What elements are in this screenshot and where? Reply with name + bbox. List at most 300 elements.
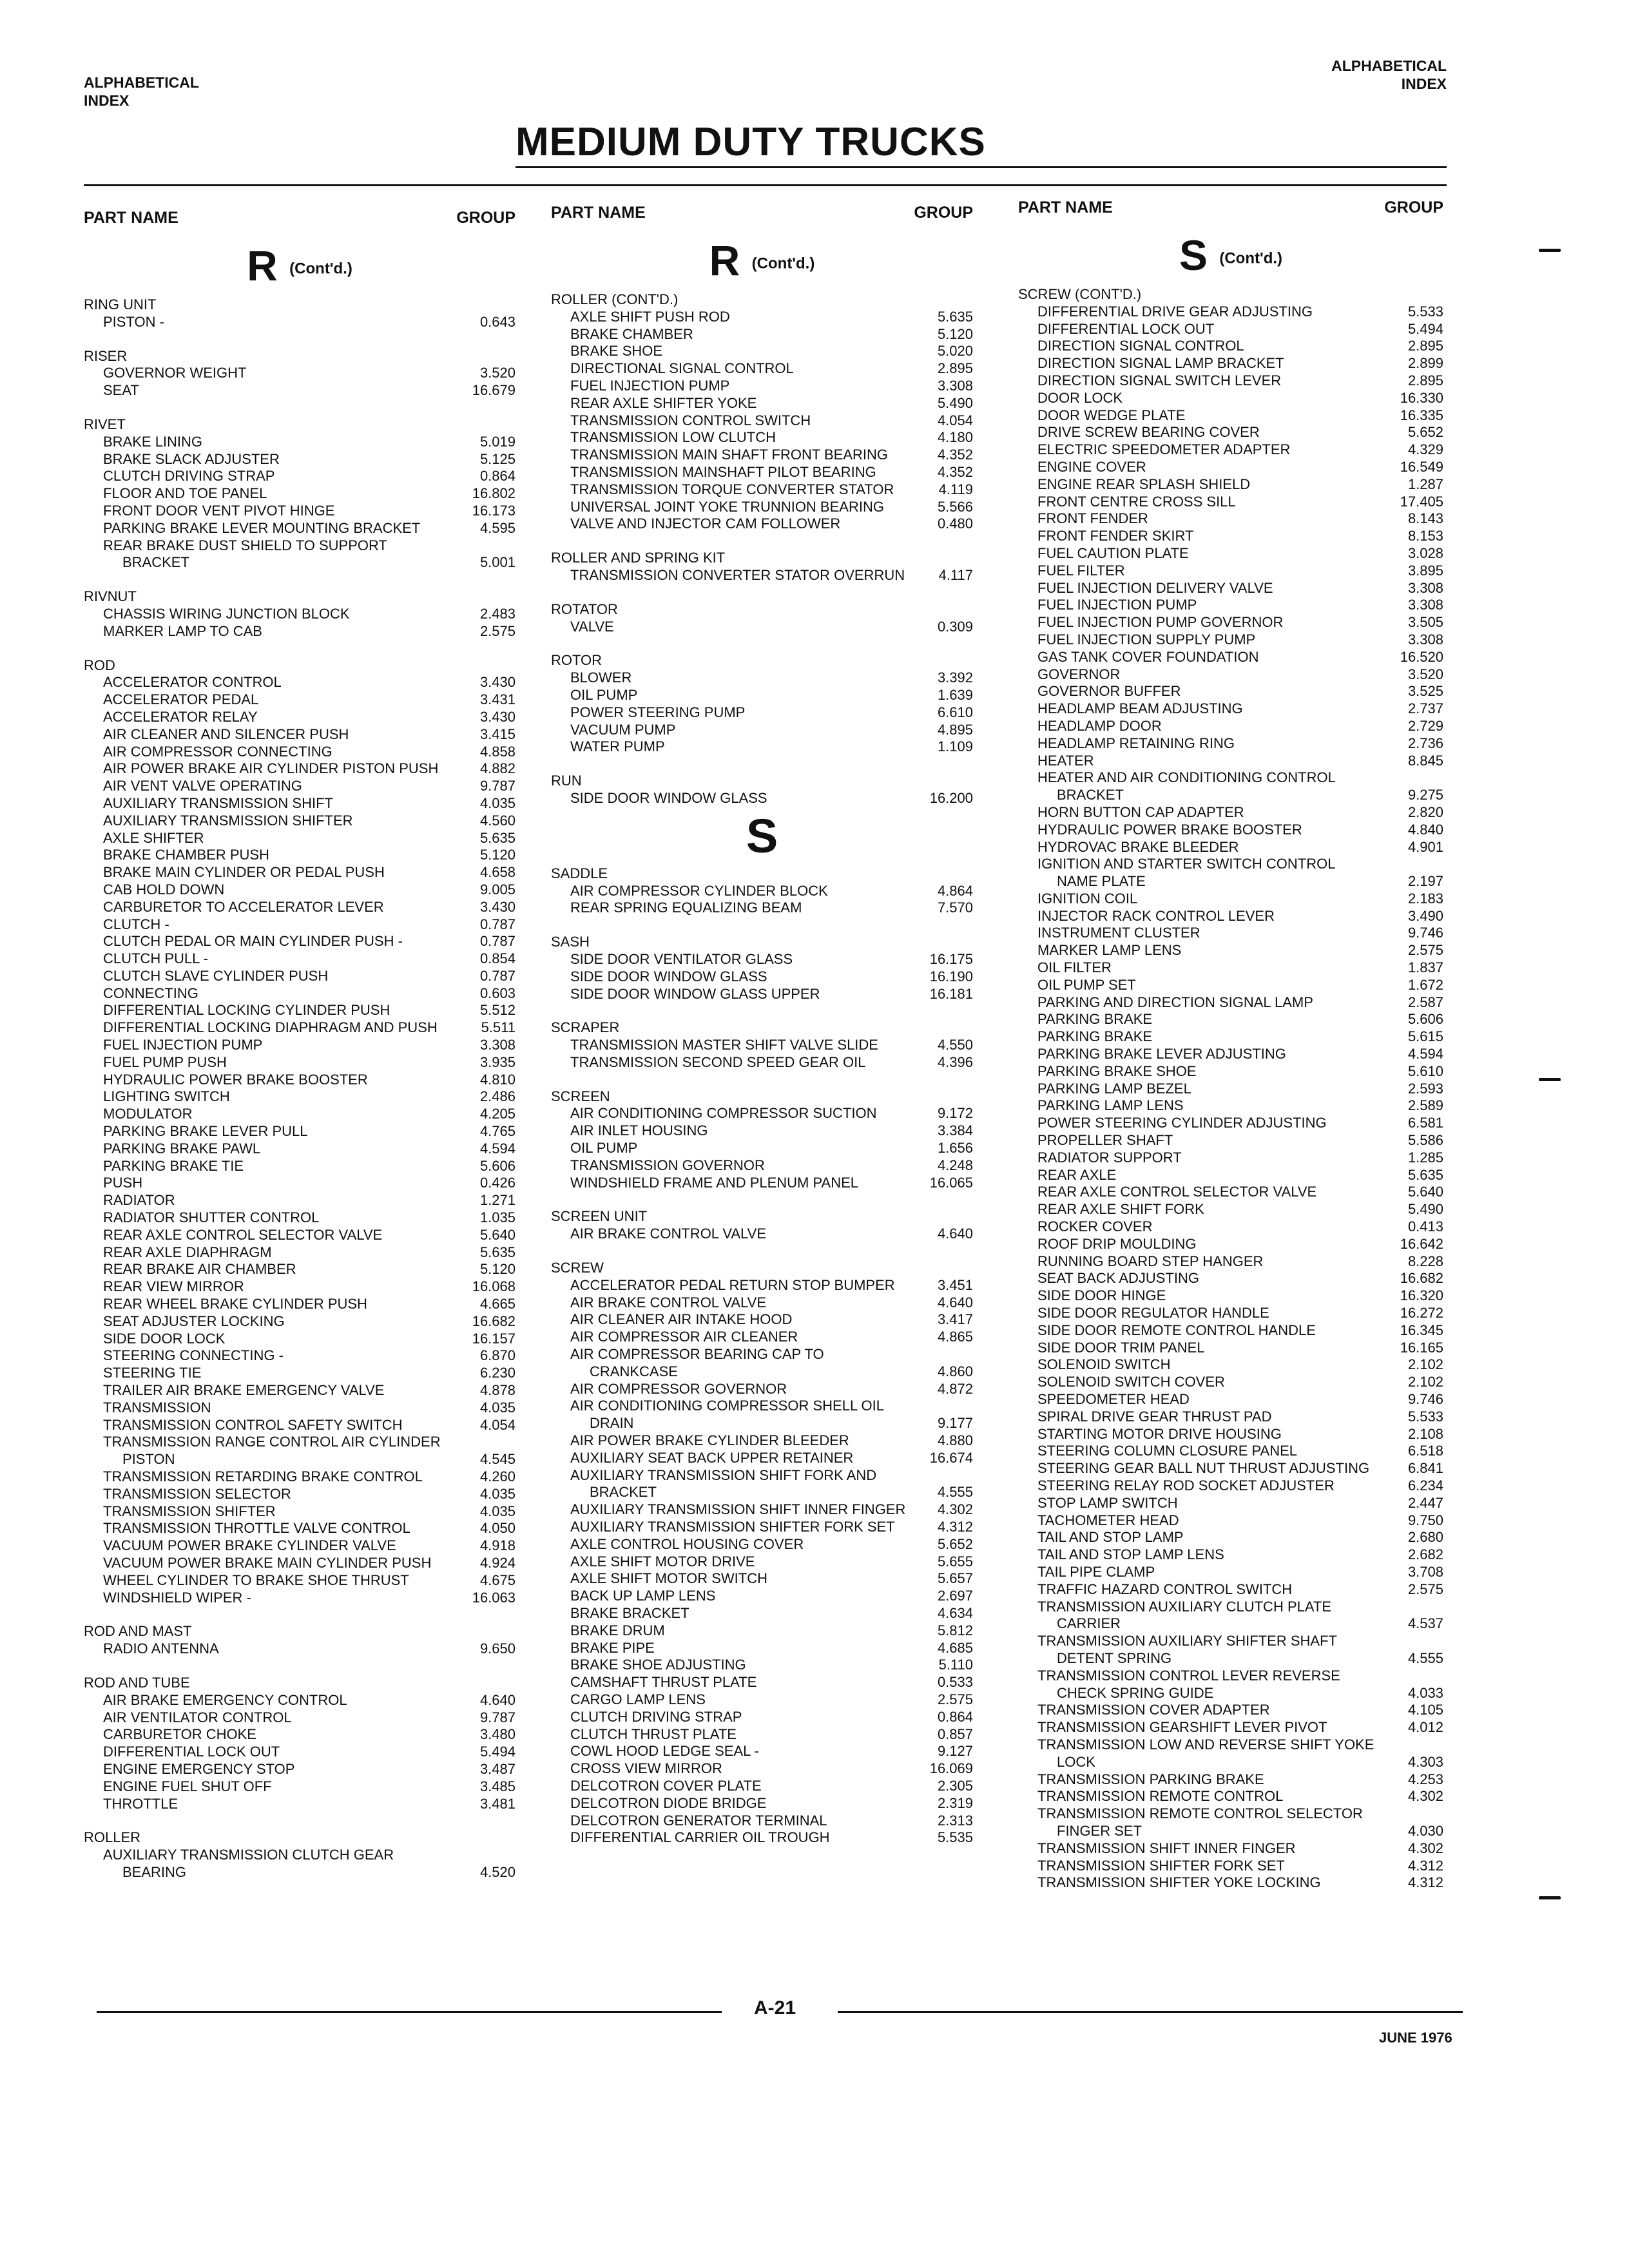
- part-name: GOVERNOR WEIGHT: [103, 365, 247, 381]
- group-number: 4.810: [479, 1071, 516, 1088]
- group-number: 3.935: [479, 1053, 516, 1070]
- group-number: 5.533: [1407, 303, 1443, 320]
- part-name: AIR VENTILATOR CONTROL: [103, 1709, 292, 1725]
- index-entry: [84, 744, 516, 761]
- part-name: GAS TANK COVER FOUNDATION: [1037, 648, 1259, 665]
- part-name: TRANSMISSION REMOTE CONTROL: [1037, 1788, 1284, 1805]
- group-number: 2.736: [1407, 735, 1443, 751]
- part-name: FUEL PUMP PUSH: [103, 1053, 227, 1070]
- group-number: 4.901: [1407, 838, 1443, 855]
- group-number: 16.642: [1400, 1235, 1443, 1252]
- part-name: STARTING MOTOR DRIVE HOUSING: [1037, 1425, 1282, 1442]
- group-number: 4.302: [1407, 1840, 1443, 1856]
- part-name: TRANSMISSION LOW CLUTCH: [570, 429, 776, 446]
- part-name: BRACKET: [1057, 787, 1124, 803]
- group-number: 4.312: [937, 1519, 973, 1535]
- index-entry: [551, 1157, 973, 1175]
- index-entry: [1018, 1356, 1443, 1374]
- group-number: 4.560: [479, 812, 516, 829]
- part-name: TRANSMISSION MASTER SHIFT VALVE SLIDE: [570, 1037, 878, 1053]
- index-entry: [1018, 804, 1443, 822]
- group-number: 3.520: [479, 365, 516, 381]
- index-entry: [1018, 1097, 1443, 1115]
- index-entry: [84, 709, 516, 726]
- part-name: DETENT SPRING: [1057, 1649, 1172, 1666]
- group-number: 4.352: [937, 463, 973, 480]
- group-number: 2.593: [1407, 1080, 1443, 1097]
- group-number: 0.603: [479, 985, 516, 1001]
- part-name: SIDE DOOR WINDOW GLASS: [570, 789, 767, 806]
- index-entry: [551, 1105, 973, 1122]
- index-column-1: [84, 193, 516, 1880]
- group-number: 3.308: [937, 377, 973, 394]
- group-number: 2.737: [1407, 700, 1443, 717]
- part-name: AXLE CONTROL HOUSING COVER: [570, 1535, 804, 1552]
- index-entry: [551, 499, 973, 516]
- group-number: 16.674: [929, 1449, 973, 1466]
- part-name: DRAIN: [590, 1415, 634, 1432]
- index-entry: [84, 451, 516, 468]
- index-entry: [84, 314, 516, 331]
- group-number: 8.143: [1407, 510, 1443, 527]
- index-entry: [1018, 1754, 1443, 1771]
- part-name: TRANSMISSION AUXILIARY CLUTCH PLATE: [1037, 1598, 1332, 1615]
- index-entry: [551, 1381, 973, 1398]
- index-entry: [551, 1691, 973, 1709]
- group-number: 16.181: [929, 985, 973, 1002]
- part-name: BLOWER: [570, 669, 632, 686]
- part-name: THROTTLE: [103, 1795, 178, 1812]
- index-entry: [1018, 1495, 1443, 1512]
- part-name: VACUUM PUMP: [570, 721, 676, 738]
- index-entry: [84, 795, 516, 812]
- index-entry: [1018, 1460, 1443, 1477]
- index-category: [551, 291, 973, 309]
- group-number: 1.656: [937, 1140, 973, 1157]
- index-entry: [1018, 1615, 1443, 1633]
- group-number: 4.924: [479, 1554, 516, 1571]
- part-name: PUSH: [103, 1175, 143, 1191]
- part-name: TRANSMISSION AUXILIARY SHIFTER SHAFT: [1037, 1633, 1337, 1649]
- group-number: 6.841: [1407, 1460, 1443, 1477]
- group-number: 16.520: [1400, 648, 1443, 665]
- index-entry: [1018, 390, 1443, 407]
- part-name: TRANSMISSION CONVERTER STATOR OVERRUN: [570, 566, 905, 583]
- group-number: 5.610: [1407, 1062, 1443, 1079]
- group-number: 2.899: [1407, 355, 1443, 372]
- part-name: GOVERNOR: [1037, 666, 1121, 682]
- part-name: SCREEN UNIT: [551, 1208, 648, 1225]
- index-entry: [84, 950, 516, 968]
- part-name: VACUUM POWER BRAKE MAIN CYLINDER PUSH: [103, 1554, 432, 1571]
- index-entry: [84, 1520, 516, 1537]
- group-number: 5.490: [1407, 1201, 1443, 1218]
- part-name: ROCKER COVER: [1037, 1218, 1153, 1235]
- index-entry: [84, 760, 516, 778]
- index-entry: [1018, 908, 1443, 925]
- index-entry: [84, 916, 516, 934]
- group-number: 5.019: [479, 433, 516, 450]
- index-category: [551, 1260, 973, 1277]
- group-number: 5.001: [479, 554, 516, 571]
- index-entry: [551, 1398, 973, 1415]
- index-category: [551, 865, 973, 883]
- group-number: 6.230: [479, 1365, 516, 1381]
- part-name: BACK UP LAMP LENS: [570, 1588, 716, 1604]
- margin-mark: [1539, 1078, 1561, 1081]
- part-name: SPIRAL DRIVE GEAR THRUST PAD: [1037, 1408, 1272, 1425]
- group-number: 16.157: [472, 1330, 516, 1347]
- group-number: 4.537: [1407, 1615, 1443, 1632]
- part-name: ENGINE FUEL SHUT OFF: [103, 1778, 272, 1794]
- group-number: 2.483: [479, 605, 516, 622]
- group-number: 4.865: [937, 1329, 973, 1345]
- index-entry: [84, 1503, 516, 1521]
- part-name: SCREW (CONT'D.): [1018, 286, 1142, 302]
- part-name: SADDLE: [551, 865, 608, 881]
- group-number: 4.312: [1407, 1857, 1443, 1874]
- part-name: FUEL FILTER: [1037, 562, 1125, 579]
- part-name: FUEL INJECTION DELIVERY VALVE: [1037, 579, 1273, 596]
- group-number: 3.308: [1407, 631, 1443, 648]
- index-entry: [1018, 1149, 1443, 1167]
- group-number: 4.105: [1407, 1702, 1443, 1718]
- part-name: HEADLAMP DOOR: [1037, 717, 1162, 734]
- index-entry: [1018, 1426, 1443, 1443]
- footer-date: JUNE 1976: [1379, 2030, 1452, 2046]
- group-number: 2.313: [937, 1812, 973, 1829]
- group-number: 6.610: [937, 704, 973, 720]
- index-entry: [84, 1365, 516, 1382]
- index-entry: [84, 1278, 516, 1296]
- page-number: A-21: [754, 1997, 796, 2019]
- part-name: FRONT FENDER SKIRT: [1037, 528, 1194, 544]
- part-name: FUEL INJECTION SUPPLY PUMP: [1037, 631, 1256, 648]
- index-entry: [1018, 1840, 1443, 1858]
- group-number: 4.253: [1407, 1771, 1443, 1787]
- group-number: 2.447: [1407, 1494, 1443, 1511]
- index-entry: [551, 412, 973, 430]
- part-name: FUEL INJECTION PUMP: [103, 1037, 263, 1053]
- group-number: 4.035: [479, 794, 516, 811]
- section-letter: S: [746, 809, 778, 863]
- section-letter: [1018, 232, 1443, 278]
- index-entry: [1018, 1184, 1443, 1201]
- group-number: 1.035: [479, 1209, 516, 1226]
- index-entry: [551, 722, 973, 739]
- part-name: ROD AND TUBE: [84, 1674, 190, 1691]
- index-entry: [551, 1743, 973, 1760]
- list-spacer: [84, 1658, 516, 1675]
- index-entry: [1018, 1719, 1443, 1736]
- index-entry: [551, 1829, 973, 1847]
- group-number: 3.485: [479, 1778, 516, 1794]
- group-number: 4.302: [937, 1501, 973, 1518]
- group-number: 4.640: [937, 1225, 973, 1242]
- index-entry: [1018, 1115, 1443, 1132]
- index-category: [551, 1088, 973, 1106]
- part-name: BRAKE SLACK ADJUSTER: [103, 450, 280, 467]
- index-entry: [1018, 1340, 1443, 1357]
- group-number: 4.872: [937, 1380, 973, 1397]
- group-number: 9.005: [479, 881, 516, 898]
- group-number: 16.330: [1400, 389, 1443, 406]
- group-number: 5.655: [937, 1553, 973, 1570]
- group-number: 16.200: [929, 789, 973, 806]
- part-name: TRANSMISSION THROTTLE VALVE CONTROL: [103, 1520, 410, 1537]
- group-number: 4.035: [479, 1399, 516, 1416]
- index-entry: [1018, 1512, 1443, 1530]
- index-entry: [1018, 1736, 1443, 1754]
- index-entry: [84, 1088, 516, 1106]
- index-entry: [1018, 1858, 1443, 1875]
- index-entry: [1018, 372, 1443, 390]
- part-name: STEERING CONNECTING -: [103, 1347, 284, 1364]
- part-name: SEAT: [103, 382, 139, 399]
- index-entry: [84, 503, 516, 520]
- part-name: ACCELERATOR RELAY: [103, 708, 258, 725]
- index-entry: [551, 1415, 973, 1432]
- section-contd: (Cont'd.): [289, 260, 352, 278]
- index-entry: [84, 1123, 516, 1140]
- list-spacer: [84, 399, 516, 416]
- part-name: ROTOR: [551, 652, 602, 669]
- part-name: AIR BRAKE CONTROL VALVE: [570, 1225, 767, 1242]
- part-name: TRANSMISSION MAIN SHAFT FRONT BEARING: [570, 447, 889, 463]
- group-number: 16.065: [929, 1174, 973, 1191]
- part-name: CRANKCASE: [590, 1363, 678, 1379]
- group-number: 4.302: [1407, 1788, 1443, 1805]
- part-name: HEATER: [1037, 752, 1094, 769]
- list-spacer: [551, 584, 973, 601]
- part-name: AUXILIARY TRANSMISSION SHIFT FORK AND: [570, 1466, 877, 1483]
- group-number: 9.275: [1407, 787, 1443, 803]
- index-entry: [84, 485, 516, 503]
- group-number: 2.575: [1407, 1581, 1443, 1597]
- part-name: AUXILIARY TRANSMISSION SHIFT INNER FINGER: [570, 1501, 906, 1518]
- part-name: FUEL INJECTION PUMP: [570, 377, 730, 394]
- index-entry: [84, 812, 516, 830]
- group-number: 16.682: [472, 1312, 516, 1329]
- part-name: AXLE SHIFT MOTOR SWITCH: [570, 1570, 767, 1587]
- index-entry: [1018, 338, 1443, 355]
- group-number: 6.234: [1407, 1477, 1443, 1494]
- index-category: [84, 1623, 516, 1640]
- index-entry: [1018, 1132, 1443, 1149]
- index-entry: [551, 1570, 973, 1588]
- group-number: 4.035: [479, 1485, 516, 1502]
- group-number: 16.682: [1400, 1270, 1443, 1287]
- index-entry: [551, 1277, 973, 1294]
- index-category: [551, 550, 973, 567]
- part-name: SEAT BACK ADJUSTING: [1037, 1270, 1200, 1287]
- index-entry: [551, 1037, 973, 1054]
- index-entry: [1018, 597, 1443, 614]
- part-name: OIL FILTER: [1037, 959, 1112, 976]
- part-name: RIVNUT: [84, 588, 137, 605]
- group-number: 4.882: [479, 760, 516, 777]
- group-number: 4.594: [1407, 1046, 1443, 1062]
- index-entry: [551, 1709, 973, 1726]
- part-name: AIR BRAKE EMERGENCY CONTROL: [103, 1691, 347, 1708]
- part-name: FUEL CAUTION PLATE: [1037, 544, 1189, 561]
- part-name: AXLE SHIFT MOTOR DRIVE: [570, 1553, 755, 1570]
- group-number: 4.918: [479, 1537, 516, 1554]
- group-number: 4.119: [938, 481, 973, 497]
- group-number: 2.486: [479, 1088, 516, 1105]
- group-number: 8.153: [1407, 528, 1443, 544]
- index-entry: [551, 1054, 973, 1072]
- part-name: VALVE: [570, 618, 614, 635]
- index-entry: [84, 623, 516, 640]
- group-number: 5.511: [481, 1019, 516, 1036]
- group-number: 4.864: [937, 882, 973, 899]
- index-entry: [551, 1588, 973, 1605]
- group-number: 1.285: [1407, 1149, 1443, 1166]
- index-entry: [551, 1812, 973, 1830]
- group-number: 2.575: [479, 622, 516, 639]
- index-category: [551, 934, 973, 951]
- part-name: CARBURETOR TO ACCELERATOR LEVER: [103, 898, 384, 915]
- part-name: TAIL AND STOP LAMP LENS: [1037, 1546, 1224, 1563]
- part-name: DELCOTRON DIODE BRIDGE: [570, 1794, 767, 1811]
- index-entry: [551, 1657, 973, 1674]
- part-name: AIR CLEANER AND SILENCER PUSH: [103, 726, 349, 742]
- index-category: [84, 348, 516, 365]
- index-entry: [84, 1847, 516, 1864]
- part-name: TRANSMISSION CONTROL LEVER REVERSE: [1037, 1667, 1340, 1684]
- index-entry: [1018, 1028, 1443, 1046]
- part-name: OIL PUMP: [570, 686, 638, 703]
- part-name: DOOR LOCK: [1037, 389, 1123, 406]
- group-number: 0.309: [937, 618, 973, 635]
- part-name: TRANSMISSION PARKING BRAKE: [1037, 1771, 1264, 1787]
- part-name: PROPELLER SHAFT: [1037, 1132, 1173, 1149]
- group-number: 5.110: [938, 1657, 973, 1673]
- group-number: 3.520: [1407, 666, 1443, 682]
- group-number: 5.652: [1407, 424, 1443, 441]
- group-number: 4.030: [1407, 1822, 1443, 1839]
- part-name: TRAFFIC HAZARD CONTROL SWITCH: [1037, 1581, 1293, 1597]
- group-number: 8.228: [1407, 1253, 1443, 1269]
- index-entry: [1018, 1805, 1443, 1823]
- group-number: 0.643: [479, 313, 516, 330]
- index-entry: [84, 1072, 516, 1089]
- footer-rule-left: [97, 2011, 722, 2013]
- index-entry: [1018, 1788, 1443, 1805]
- index-entry: [84, 1434, 516, 1451]
- index-entry: [84, 1002, 516, 1019]
- index-entry: [84, 468, 516, 485]
- index-entry: [84, 1331, 516, 1348]
- index-entry: [551, 1674, 973, 1691]
- index-entry: [1018, 1322, 1443, 1340]
- index-entry: [551, 1140, 973, 1157]
- part-name: TRANSMISSION SHIFT INNER FINGER: [1037, 1840, 1296, 1856]
- group-number: 3.430: [479, 708, 516, 725]
- group-number: 16.165: [1400, 1339, 1443, 1356]
- part-name: SIDE DOOR WINDOW GLASS: [570, 968, 767, 985]
- part-name: GOVERNOR BUFFER: [1037, 683, 1181, 700]
- part-name: VALVE AND INJECTOR CAM FOLLOWER: [570, 515, 841, 532]
- part-name: TRANSMISSION GEARSHIFT LEVER PIVOT: [1037, 1719, 1327, 1736]
- group-number: 4.860: [937, 1363, 973, 1379]
- part-name: AUXILIARY TRANSMISSION CLUTCH GEAR: [103, 1847, 394, 1863]
- group-number: 3.384: [937, 1122, 973, 1139]
- column-header: [551, 204, 973, 229]
- group-number: 1.837: [1407, 959, 1443, 976]
- index-entry: [1018, 494, 1443, 511]
- list-spacer: [551, 635, 973, 652]
- part-name: DIRECTIONAL SIGNAL CONTROL: [570, 360, 794, 377]
- index-entry: [84, 674, 516, 691]
- group-number: 8.845: [1407, 752, 1443, 769]
- index-entry: [551, 1622, 973, 1640]
- part-name: HEATER AND AIR CONDITIONING CONTROL: [1037, 769, 1336, 786]
- index-entry: [84, 1590, 516, 1607]
- index-entry: [551, 309, 973, 326]
- index-entry: [1018, 1599, 1443, 1616]
- part-name: PARKING BRAKE LEVER ADJUSTING: [1037, 1046, 1286, 1062]
- part-name: AIR COMPRESSOR CONNECTING: [103, 743, 333, 760]
- part-name: SEAT ADJUSTER LOCKING: [103, 1312, 285, 1329]
- section-letter: [551, 237, 973, 284]
- part-name: PARKING BRAKE: [1037, 1028, 1153, 1045]
- group-number: 7.570: [937, 899, 973, 916]
- part-name: PARKING BRAKE LEVER MOUNTING BRACKET: [103, 519, 421, 536]
- group-number: 1.672: [1407, 976, 1443, 993]
- group-number: 2.197: [1407, 873, 1443, 890]
- group-number: 3.895: [1407, 562, 1443, 579]
- index-column-2: [551, 193, 973, 1846]
- part-name: TACHOMETER HEAD: [1037, 1512, 1179, 1528]
- index-entry: [84, 881, 516, 899]
- index-entry: [551, 883, 973, 900]
- part-name: POWER STEERING CYLINDER ADJUSTING: [1037, 1115, 1327, 1131]
- part-name: DIFFERENTIAL LOCK OUT: [1037, 320, 1215, 337]
- group-number: 5.120: [479, 1261, 516, 1278]
- index-entry: [551, 704, 973, 722]
- part-name: AUXILIARY SEAT BACK UPPER RETAINER: [570, 1449, 854, 1466]
- part-name: CAMSHAFT THRUST PLATE: [570, 1674, 757, 1691]
- part-name: SIDE DOOR REMOTE CONTROL HANDLE: [1037, 1321, 1316, 1338]
- index-entry: [551, 1175, 973, 1192]
- part-name: WATER PUMP: [570, 738, 665, 755]
- page-title: MEDIUM DUTY TRUCKS: [516, 120, 986, 164]
- group-number: 5.640: [479, 1226, 516, 1243]
- part-name: BRAKE MAIN CYLINDER OR PEDAL PUSH: [103, 864, 385, 881]
- index-entry: [1018, 856, 1443, 873]
- part-name: BEARING: [122, 1863, 187, 1880]
- index-entry: [1018, 666, 1443, 684]
- index-entry: [1018, 1564, 1443, 1581]
- index-entry: [84, 726, 516, 744]
- group-number: 5.640: [1407, 1184, 1443, 1200]
- group-number: 2.102: [1407, 1356, 1443, 1373]
- index-entry: [84, 1192, 516, 1209]
- group-number: 9.746: [1407, 925, 1443, 941]
- part-name: DRIVE SCREW BEARING COVER: [1037, 424, 1260, 441]
- group-number: 6.518: [1407, 1443, 1443, 1459]
- index-entry: [84, 1451, 516, 1468]
- group-number: 9.746: [1407, 1391, 1443, 1407]
- index-entry: [1018, 925, 1443, 942]
- header-left-label: [84, 73, 199, 110]
- index-entry: [551, 669, 973, 687]
- part-name: AIR CONDITIONING COMPRESSOR SUCTION: [570, 1105, 877, 1122]
- part-name: ROLLER: [84, 1829, 141, 1846]
- group-number: 0.480: [937, 515, 973, 532]
